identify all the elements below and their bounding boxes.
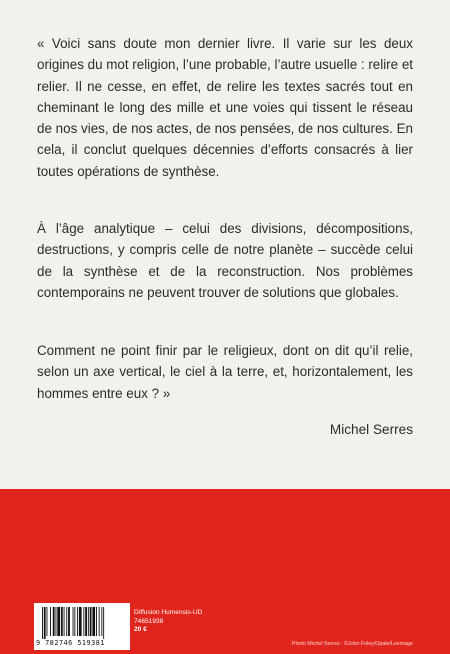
barcode-bar xyxy=(99,607,100,636)
barcode-bar xyxy=(66,607,67,636)
distribution-info xyxy=(134,609,202,635)
photo-credit: Photo Michel Serres : ©John Foley/Opale/Leemage xyxy=(291,641,413,647)
quote-paragraph-3 xyxy=(37,340,413,404)
barcode-bar xyxy=(42,607,43,639)
barcode-bar xyxy=(101,607,102,636)
barcode-bar xyxy=(56,607,57,636)
barcode-bar xyxy=(44,607,46,639)
barcode-bar xyxy=(61,607,63,636)
barcode-box xyxy=(34,603,130,650)
barcode-bar xyxy=(88,607,89,636)
barcode-bar xyxy=(90,607,92,636)
barcode-bar xyxy=(64,607,65,636)
barcode-bar xyxy=(85,607,87,636)
barcode-bar xyxy=(68,607,70,636)
barcode-bar xyxy=(96,607,97,636)
barcode-bar xyxy=(50,607,51,636)
barcode-bar xyxy=(77,607,78,636)
barcode-bar xyxy=(103,607,104,639)
barcode-bar xyxy=(74,607,75,636)
barcode-bar xyxy=(83,607,84,636)
distributor-code: 74651938 xyxy=(134,617,164,625)
paragraph-text: Comment ne point finir par le religieux, dont on dit qu’il relie, selon un axe vertical, le ciel à la terre, et, horizontalement, les hommes entre eux ? » xyxy=(37,343,413,401)
price: 20 € xyxy=(134,626,147,634)
barcode-bar xyxy=(53,607,55,636)
quote-paragraph-2 xyxy=(37,218,413,303)
barcode-digits: 9 782746 519381 xyxy=(36,639,105,647)
distributor-name: Diffusion Humensis-UD xyxy=(134,609,203,616)
barcode-bar xyxy=(73,607,74,636)
paragraph-text: À l’âge analytique – celui des divisions, décompositions, destructions, y compris celle de notre planète – succède celui de la synthèse et de la reconstruction. Nos problèmes contemporains ne peuvent trouver de solutions que globales. xyxy=(37,221,413,300)
barcode-bar xyxy=(47,607,48,636)
paragraph-text: « Voici sans doute mon dernier livre. Il varie sur les deux origines du mot religion, l’une probable, l’autre usuelle : relire et relier. Il ne cesse, en effet, de relire les textes sacrés tout en cheminant le long des mille et une voies qui tissent le réseau de nos vies, de nos actes, de nos pensées, de nos cultures. En cela, il conclut quelques décennies d’efforts consacrés à lier toutes opérations de synthèse. xyxy=(37,36,413,179)
author-signature: Michel Serres xyxy=(329,422,413,437)
barcode-bar xyxy=(57,607,60,636)
quote-paragraph-1 xyxy=(37,33,413,182)
barcode-bar xyxy=(79,607,82,636)
barcode-bar xyxy=(92,607,95,636)
barcode-icon xyxy=(42,607,124,639)
